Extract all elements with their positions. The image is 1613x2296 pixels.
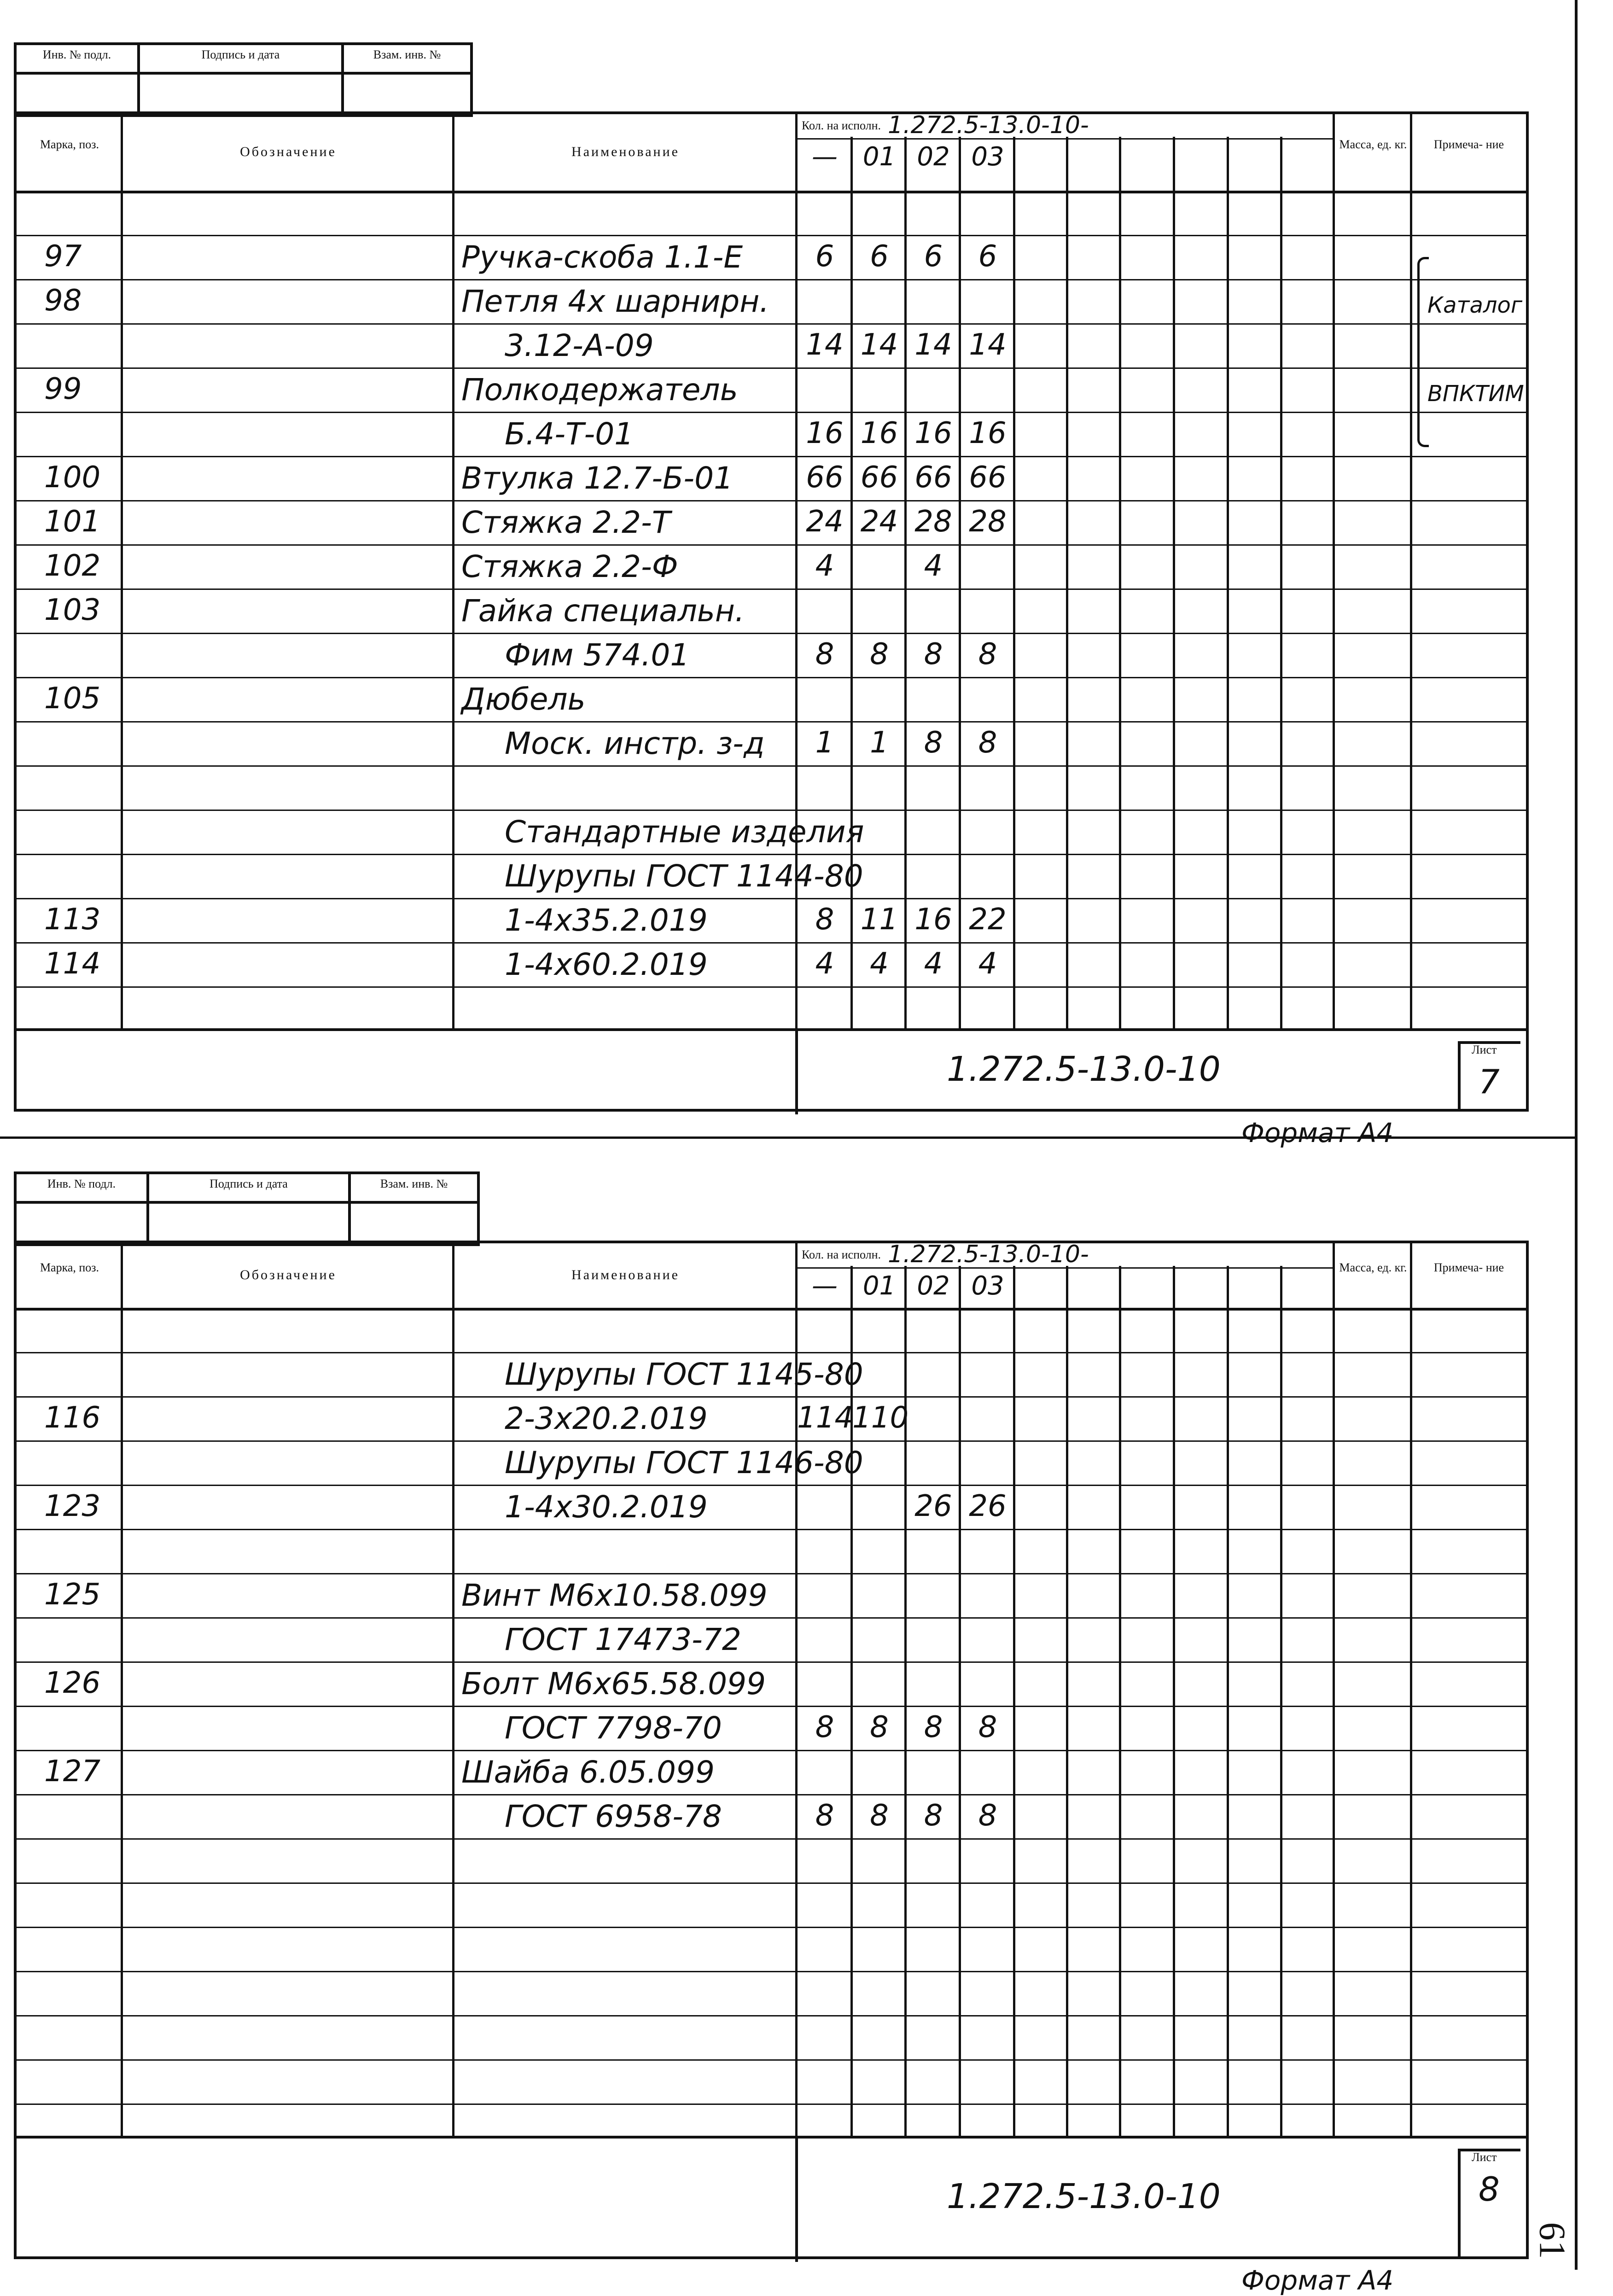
name-header: Наименование <box>571 1267 680 1282</box>
variant-03: 03 <box>971 142 1004 172</box>
position-mark: 116 <box>44 1401 101 1435</box>
item-name: Петля 4х шарнирн. <box>461 284 769 319</box>
item-name: Б.4-Т-01 <box>505 416 634 452</box>
position-mark: 102 <box>44 549 101 583</box>
quantity-cell: 11 <box>860 903 898 937</box>
column-divider <box>904 1243 907 2136</box>
quantity-cell: 66 <box>914 460 952 495</box>
row-divider <box>17 279 1526 280</box>
column-divider <box>1410 1243 1412 2136</box>
quantity-cell: 6 <box>978 239 997 274</box>
row-divider <box>17 1706 1526 1707</box>
variant-01: 01 <box>862 142 896 172</box>
item-name: Шайба 6.05.099 <box>461 1754 715 1790</box>
format-label: Формат А4 <box>1241 2265 1394 2296</box>
row-divider <box>17 1396 1526 1398</box>
header-bottom-line <box>17 1308 1526 1311</box>
quantity-cell: 66 <box>969 460 1007 495</box>
sheet-label: Лист <box>1472 1043 1497 1056</box>
column-divider <box>121 1243 123 2136</box>
item-name: Шурупы ГОСТ 1145-80 <box>505 1357 863 1392</box>
row-divider <box>17 589 1526 590</box>
quantity-cell: 4 <box>870 947 889 981</box>
document-code: 1.272.5-13.0-10 <box>947 1049 1221 1089</box>
column-divider <box>452 114 454 1028</box>
position-mark: 127 <box>44 1754 101 1789</box>
row-divider <box>17 1794 1526 1795</box>
quantity-cell: 8 <box>924 1799 943 1833</box>
quantity-cell: 8 <box>815 637 834 671</box>
variant-01: 01 <box>862 1271 896 1301</box>
column-divider <box>452 1243 454 2136</box>
variant-03: 03 <box>971 1271 1004 1301</box>
quantity-cell: 16 <box>806 416 844 450</box>
column-divider <box>1173 114 1175 1028</box>
column-divider <box>959 1243 961 2136</box>
column-divider <box>1066 1243 1068 2136</box>
position-mark: 105 <box>44 682 101 716</box>
item-name: Шурупы ГОСТ 1146-80 <box>505 1445 863 1480</box>
row-divider <box>17 1971 1526 1972</box>
sheet-8 <box>0 1165 1613 2296</box>
column-divider <box>1280 114 1282 1028</box>
quantity-cell: 8 <box>815 1799 834 1833</box>
quantity-cell: 8 <box>924 1710 943 1744</box>
column-divider <box>121 114 123 1028</box>
quantity-cell: 8 <box>870 1799 889 1833</box>
item-name: Фим 574.01 <box>505 637 690 673</box>
row-divider <box>17 765 1526 767</box>
item-name: Ручка-скоба 1.1-Е <box>461 239 743 275</box>
quantity-cell: 26 <box>969 1489 1007 1523</box>
quantity-cell: 28 <box>969 505 1007 539</box>
item-name: ГОСТ 17473-72 <box>505 1622 741 1657</box>
row-divider <box>17 1838 1526 1840</box>
quantity-cell: 6 <box>870 239 889 274</box>
item-name: Стяжка 2.2-Ф <box>461 549 678 584</box>
item-name: 1-4х60.2.019 <box>505 947 708 982</box>
row-divider <box>17 1529 1526 1530</box>
quantity-cell: 4 <box>978 947 997 981</box>
variant-base: — <box>812 1271 838 1301</box>
quantity-cell: 14 <box>969 328 1007 362</box>
column-divider <box>1410 114 1412 1028</box>
mark-header: Марка, поз. <box>40 138 99 151</box>
row-divider <box>17 942 1526 944</box>
approval-stamp <box>14 42 473 117</box>
sheet-label: Лист <box>1472 2150 1497 2164</box>
row-divider <box>17 235 1526 236</box>
sign-label: Подпись и дата <box>210 1177 288 1190</box>
row-divider <box>17 854 1526 855</box>
row-divider <box>17 810 1526 811</box>
position-mark: 99 <box>44 372 82 406</box>
quantity-cell: 8 <box>978 1799 997 1833</box>
quantity-cell: 8 <box>870 637 889 671</box>
item-name: Дюбель <box>461 682 586 717</box>
row-divider <box>17 2015 1526 2016</box>
variant-base: — <box>812 142 838 172</box>
quantity-cell: 4 <box>815 549 834 583</box>
quantity-cell: 4 <box>924 549 943 583</box>
row-divider <box>17 500 1526 501</box>
vzam-label: Взам. инв. № <box>380 1177 448 1190</box>
format-label: Формат А4 <box>1241 1117 1394 1148</box>
quantity-cell: 14 <box>914 328 952 362</box>
quantity-cell: 16 <box>969 416 1007 450</box>
quantity-cell: 1 <box>815 726 834 760</box>
item-name: ГОСТ 6958-78 <box>505 1799 722 1834</box>
item-name: 2-3х20.2.019 <box>505 1401 708 1436</box>
row-divider <box>17 898 1526 899</box>
row-divider <box>17 1352 1526 1353</box>
column-divider <box>1227 114 1229 1028</box>
footer-divider <box>795 1028 798 1114</box>
position-mark: 97 <box>44 239 82 274</box>
name-header: Наименование <box>571 144 680 159</box>
position-mark: 114 <box>44 947 101 981</box>
quantity-cell: 4 <box>815 947 834 981</box>
quantity-cell: 1 <box>870 726 889 760</box>
item-name: Винт М6х10.58.099 <box>461 1578 768 1613</box>
row-divider <box>17 1485 1526 1486</box>
row-divider <box>17 721 1526 723</box>
row-divider <box>17 2104 1526 2105</box>
vzam-label: Взам. инв. № <box>373 48 441 61</box>
row-divider <box>17 677 1526 678</box>
item-name: Гайка специальн. <box>461 593 745 629</box>
position-mark: 123 <box>44 1489 101 1523</box>
quantity-cell: 8 <box>870 1710 889 1744</box>
variant-02: 02 <box>917 1271 950 1301</box>
document-code: 1.272.5-13.0-10 <box>947 2177 1221 2216</box>
catalog-bracket <box>1417 257 1429 447</box>
quantity-cell: 16 <box>860 416 898 450</box>
quantity-cell: 8 <box>815 903 834 937</box>
sheet-number: 7 <box>1479 1062 1500 1101</box>
quantity-cell: 24 <box>860 505 898 539</box>
quantity-cell: 66 <box>806 460 844 495</box>
position-mark: 113 <box>44 903 101 937</box>
mass-header: Масса, ед. кг. <box>1339 1261 1407 1274</box>
quantity-cell: 8 <box>815 1710 834 1744</box>
row-divider <box>17 323 1526 325</box>
column-divider <box>1333 114 1335 1028</box>
item-name: Моск. инстр. з-д <box>505 726 765 761</box>
row-divider <box>17 544 1526 546</box>
position-mark: 100 <box>44 460 101 495</box>
quantity-cell: 8 <box>924 637 943 671</box>
qty-header: Кол. на исполн. <box>802 1248 881 1261</box>
designation-header: Обозначение <box>240 1267 337 1282</box>
quantity-cell: 14 <box>806 328 844 362</box>
column-divider <box>1280 1243 1282 2136</box>
header-bottom-line <box>17 191 1526 193</box>
quantity-cell: 8 <box>978 726 997 760</box>
inv-label: Инв. № подл. <box>42 48 111 61</box>
row-divider <box>17 1617 1526 1619</box>
approval-stamp <box>14 1171 480 1246</box>
quantity-cell: 14 <box>860 328 898 362</box>
row-divider <box>17 1440 1526 1442</box>
mass-header: Масса, ед. кг. <box>1339 138 1407 151</box>
row-divider <box>17 1882 1526 1884</box>
designation-header: Обозначение <box>240 144 337 159</box>
item-name: Болт М6х65.58.099 <box>461 1666 766 1702</box>
item-name: Шурупы ГОСТ 1144-80 <box>505 858 863 894</box>
page-number: 61 <box>1531 2222 1572 2259</box>
mark-header: Марка, поз. <box>40 1261 99 1274</box>
row-divider <box>17 633 1526 634</box>
spec-table <box>14 1241 1529 2296</box>
column-divider <box>1013 1243 1015 2136</box>
item-name: Втулка 12.7-Б-01 <box>461 460 734 496</box>
sign-label: Подпись и дата <box>201 48 280 61</box>
quantity-cell: 66 <box>860 460 898 495</box>
position-mark: 101 <box>44 505 101 539</box>
quantity-cell: 110 <box>852 1401 909 1435</box>
position-mark: 103 <box>44 593 101 627</box>
sheet-number: 8 <box>1479 2170 1500 2209</box>
note-header: Примеча- ние <box>1433 1261 1504 1274</box>
quantity-cell: 6 <box>924 239 943 274</box>
footer-top-line <box>17 1028 1526 1031</box>
column-divider <box>1173 1243 1175 2136</box>
quantity-cell: 4 <box>924 947 943 981</box>
row-divider <box>17 1927 1526 1928</box>
variant-02: 02 <box>917 142 950 172</box>
column-divider <box>1227 1243 1229 2136</box>
footer-divider <box>795 2136 798 2262</box>
spec-table <box>14 111 1529 1148</box>
variant-code-header: 1.272.5-13.0-10- <box>888 111 1089 139</box>
quantity-cell: 8 <box>978 637 997 671</box>
quantity-cell: 26 <box>914 1489 952 1523</box>
note-text: ВПКТИМ <box>1427 380 1524 407</box>
note-header: Примеча- ние <box>1433 138 1504 151</box>
position-mark: 125 <box>44 1578 101 1612</box>
note-text: Каталог <box>1427 292 1523 318</box>
item-name: 3.12-А-09 <box>505 328 654 363</box>
quantity-cell: 24 <box>806 505 844 539</box>
row-divider <box>17 412 1526 413</box>
column-divider <box>1119 114 1121 1028</box>
item-name: ГОСТ 7798-70 <box>505 1710 722 1746</box>
item-name: Стандартные изделия <box>505 814 864 850</box>
row-divider <box>17 1661 1526 1663</box>
quantity-cell: 16 <box>914 903 952 937</box>
column-divider <box>1066 114 1068 1028</box>
row-divider <box>17 986 1526 988</box>
position-mark: 98 <box>44 284 82 318</box>
quantity-cell: 16 <box>914 416 952 450</box>
position-mark: 126 <box>44 1666 101 1700</box>
row-divider <box>17 1573 1526 1574</box>
row-divider <box>17 456 1526 457</box>
quantity-cell: 28 <box>914 505 952 539</box>
quantity-cell: 8 <box>924 726 943 760</box>
item-name: 1-4х30.2.019 <box>505 1489 708 1525</box>
row-divider <box>17 367 1526 369</box>
item-name: 1-4х35.2.019 <box>505 903 708 938</box>
footer-top-line <box>17 2136 1526 2139</box>
column-divider <box>1333 1243 1335 2136</box>
qty-header: Кол. на исполн. <box>802 119 881 132</box>
quantity-cell: 6 <box>815 239 834 274</box>
inv-label: Инв. № подл. <box>47 1177 116 1190</box>
quantity-cell: 114 <box>797 1401 854 1435</box>
column-divider <box>1119 1243 1121 2136</box>
row-divider <box>17 2059 1526 2061</box>
quantity-cell: 8 <box>978 1710 997 1744</box>
item-name: Полкодержатель <box>461 372 738 408</box>
item-name: Стяжка 2.2-Т <box>461 505 671 540</box>
variant-code-header: 1.272.5-13.0-10- <box>888 1241 1089 1268</box>
quantity-cell: 22 <box>969 903 1007 937</box>
row-divider <box>17 1750 1526 1751</box>
